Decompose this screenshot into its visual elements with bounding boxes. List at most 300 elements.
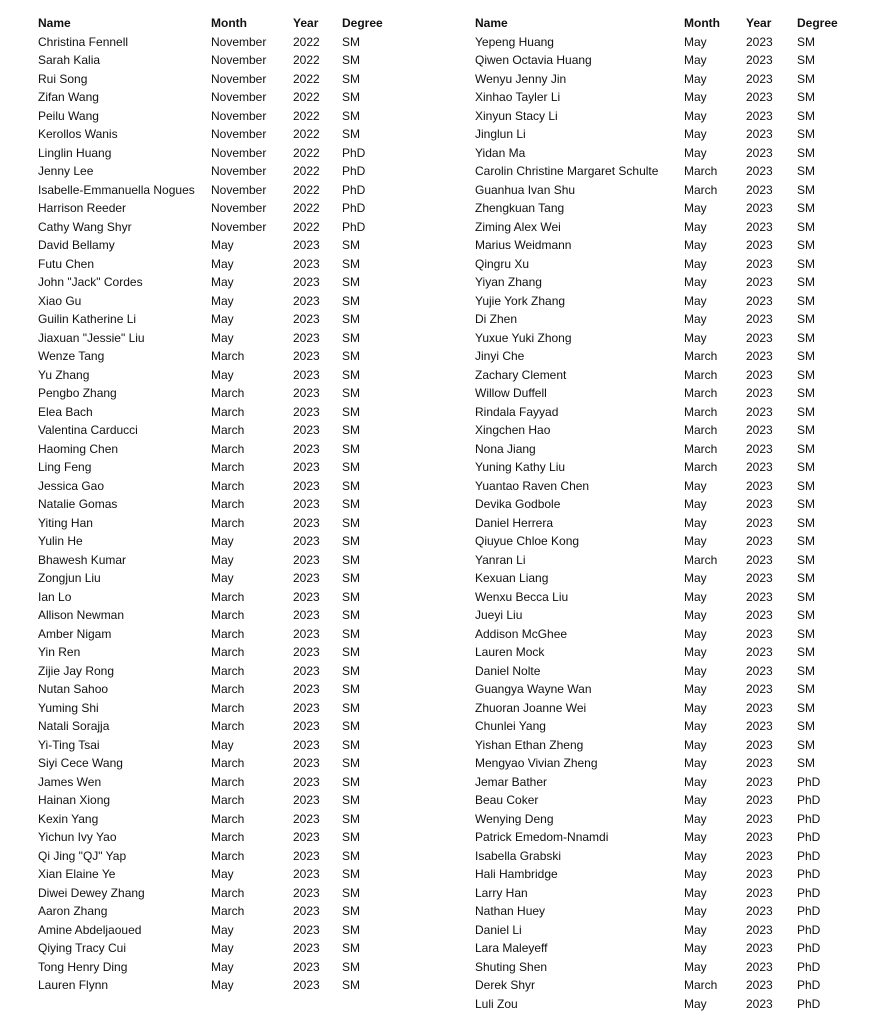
year-cell: 2023 xyxy=(746,71,773,86)
month-cell: May xyxy=(211,552,234,567)
degree-cell: SM xyxy=(797,90,815,104)
name-cell: Zifan Wang xyxy=(38,90,99,104)
degree-cell: SM xyxy=(797,608,815,622)
name-cell: Qiwen Octavia Huang xyxy=(475,53,592,67)
name-cell: Yulin He xyxy=(38,534,83,548)
degree-cell: SM xyxy=(342,275,360,289)
month-cell: March xyxy=(211,645,245,659)
year-cell: 2022 xyxy=(293,127,320,141)
degree-cell: SM xyxy=(797,182,815,197)
year-cell: 2023 xyxy=(293,423,320,437)
degree-cell: SM xyxy=(797,719,815,733)
month-cell: May xyxy=(684,571,707,585)
month-cell: May xyxy=(211,959,234,974)
month-cell: May xyxy=(684,90,707,104)
name-cell: Jinyi Che xyxy=(475,349,525,363)
name-cell: Carolin Christine Margaret Schulte xyxy=(475,164,659,178)
name-cell: Diwei Dewey Zhang xyxy=(38,885,145,900)
name-cell: Cathy Wang Shyr xyxy=(38,219,132,234)
name-cell: Larry Han xyxy=(475,885,528,900)
year-cell: 2023 xyxy=(293,497,320,511)
name-cell: Guanhua Ivan Shu xyxy=(475,182,576,197)
degree-cell: PhD xyxy=(342,219,366,234)
degree-cell: SM xyxy=(342,774,360,789)
year-cell: 2023 xyxy=(293,608,320,622)
year-cell: 2023 xyxy=(746,756,773,770)
degree-cell: SM xyxy=(342,515,360,530)
year-cell: 2023 xyxy=(746,663,773,678)
degree-cell: SM xyxy=(342,645,360,659)
degree-cell: PhD xyxy=(797,904,821,918)
name-cell: Zhengkuan Tang xyxy=(475,201,565,215)
month-cell: March xyxy=(211,460,245,474)
column-header-month: Month xyxy=(211,16,247,30)
year-cell: 2023 xyxy=(746,515,773,530)
year-cell: 2023 xyxy=(293,904,320,918)
month-cell: March xyxy=(211,515,245,530)
name-cell: Pengbo Zhang xyxy=(38,386,117,400)
name-cell: Zongjun Liu xyxy=(38,571,101,585)
degree-cell: SM xyxy=(797,386,815,400)
month-cell: May xyxy=(684,71,707,86)
name-cell: Shuting Shen xyxy=(475,959,548,974)
year-cell: 2023 xyxy=(293,700,320,715)
month-cell: May xyxy=(684,626,707,641)
name-cell: Yanran Li xyxy=(475,552,526,567)
degree-cell: SM xyxy=(342,497,360,511)
degree-cell: SM xyxy=(797,441,815,456)
year-cell: 2023 xyxy=(746,497,773,511)
month-cell: March xyxy=(211,589,245,604)
degree-cell: SM xyxy=(797,293,815,308)
degree-cell: SM xyxy=(342,349,360,363)
year-cell: 2023 xyxy=(293,256,320,271)
month-cell: May xyxy=(684,885,707,900)
year-cell: 2023 xyxy=(746,774,773,789)
name-cell: Zijie Jay Rong xyxy=(38,663,115,678)
name-cell: Jemar Bather xyxy=(475,774,548,789)
month-cell: May xyxy=(684,34,707,49)
month-cell: May xyxy=(684,959,707,974)
year-cell: 2023 xyxy=(746,978,773,992)
name-cell: Marius Weidmann xyxy=(475,238,572,252)
year-cell: 2023 xyxy=(746,238,773,252)
degree-cell: PhD xyxy=(342,201,366,215)
year-cell: 2023 xyxy=(293,515,320,530)
degree-cell: SM xyxy=(797,367,815,382)
degree-cell: SM xyxy=(342,71,360,86)
year-cell: 2023 xyxy=(293,719,320,733)
month-cell: May xyxy=(684,996,707,1011)
degree-cell: SM xyxy=(342,386,360,400)
year-cell: 2023 xyxy=(293,756,320,770)
degree-cell: PhD xyxy=(797,774,821,789)
name-cell: Yepeng Huang xyxy=(475,34,554,49)
degree-cell: PhD xyxy=(342,182,366,197)
degree-cell: SM xyxy=(342,737,360,752)
name-cell: Guangya Wayne Wan xyxy=(475,682,592,696)
year-cell: 2023 xyxy=(746,312,773,326)
month-cell: March xyxy=(211,608,245,622)
year-cell: 2023 xyxy=(293,811,320,826)
year-cell: 2023 xyxy=(746,90,773,104)
year-cell: 2023 xyxy=(746,848,773,863)
month-cell: March xyxy=(684,423,718,437)
month-cell: May xyxy=(684,941,707,955)
year-cell: 2023 xyxy=(293,238,320,252)
name-cell: Rindala Fayyad xyxy=(475,404,559,419)
year-cell: 2023 xyxy=(293,460,320,474)
year-cell: 2023 xyxy=(746,441,773,456)
month-cell: March xyxy=(211,626,245,641)
month-cell: May xyxy=(684,238,707,252)
year-cell: 2023 xyxy=(746,867,773,881)
name-cell: Yin Ren xyxy=(38,645,81,659)
degree-cell: SM xyxy=(342,460,360,474)
name-cell: Peilu Wang xyxy=(38,108,99,123)
year-cell: 2022 xyxy=(293,71,320,86)
degree-cell: SM xyxy=(797,626,815,641)
name-cell: Tong Henry Ding xyxy=(38,959,128,974)
name-cell: Jiaxuan "Jessie" Liu xyxy=(38,330,145,345)
year-cell: 2023 xyxy=(293,589,320,604)
year-cell: 2023 xyxy=(746,330,773,345)
month-cell: November xyxy=(211,219,267,234)
year-cell: 2023 xyxy=(746,53,773,67)
year-cell: 2022 xyxy=(293,90,320,104)
degree-cell: PhD xyxy=(797,811,821,826)
degree-cell: SM xyxy=(342,941,360,955)
year-cell: 2022 xyxy=(293,108,320,123)
month-cell: May xyxy=(684,682,707,696)
name-cell: Kexin Yang xyxy=(38,811,99,826)
year-cell: 2023 xyxy=(746,552,773,567)
name-cell: Christina Fennell xyxy=(38,34,129,49)
name-cell: Patrick Emedom-Nnamdi xyxy=(475,830,609,844)
month-cell: November xyxy=(211,145,267,160)
degree-cell: PhD xyxy=(342,164,366,178)
year-cell: 2023 xyxy=(293,275,320,289)
year-cell: 2023 xyxy=(746,589,773,604)
name-cell: Futu Chen xyxy=(38,256,95,271)
degree-cell: SM xyxy=(797,71,815,86)
name-cell: Yiting Han xyxy=(38,515,93,530)
degree-cell: SM xyxy=(797,497,815,511)
year-cell: 2023 xyxy=(746,256,773,271)
degree-cell: SM xyxy=(797,460,815,474)
year-cell: 2023 xyxy=(293,941,320,955)
year-cell: 2023 xyxy=(746,941,773,955)
name-cell: Nathan Huey xyxy=(475,904,546,918)
name-cell: Wenze Tang xyxy=(38,349,105,363)
degree-cell: SM xyxy=(342,423,360,437)
name-cell: Yuxue Yuki Zhong xyxy=(475,330,572,345)
name-cell: Wenyu Jenny Jin xyxy=(475,71,567,86)
month-cell: May xyxy=(211,941,234,955)
month-cell: March xyxy=(211,682,245,696)
name-cell: Nutan Sahoo xyxy=(38,682,109,696)
degree-cell: SM xyxy=(342,608,360,622)
month-cell: March xyxy=(211,811,245,826)
year-cell: 2023 xyxy=(746,737,773,752)
degree-cell: PhD xyxy=(797,867,821,881)
name-cell: Ling Feng xyxy=(38,460,92,474)
year-cell: 2023 xyxy=(746,830,773,844)
month-cell: May xyxy=(211,737,234,752)
month-cell: May xyxy=(684,867,707,881)
degree-cell: SM xyxy=(797,645,815,659)
month-cell: May xyxy=(211,238,234,252)
month-cell: March xyxy=(684,386,718,400)
name-cell: Qiying Tracy Cui xyxy=(38,941,127,955)
name-cell: Isabelle-Emmanuella Nogues xyxy=(38,182,195,197)
month-cell: March xyxy=(684,404,718,419)
degree-cell: SM xyxy=(342,90,360,104)
month-cell: November xyxy=(211,182,267,197)
month-cell: March xyxy=(211,423,245,437)
degree-cell: SM xyxy=(797,53,815,67)
year-cell: 2023 xyxy=(293,830,320,844)
degree-cell: SM xyxy=(797,552,815,567)
year-cell: 2023 xyxy=(293,867,320,881)
month-cell: May xyxy=(211,256,234,271)
name-cell: Guilin Katherine Li xyxy=(38,312,137,326)
year-cell: 2023 xyxy=(746,293,773,308)
degree-cell: SM xyxy=(797,478,815,493)
month-cell: March xyxy=(211,404,245,419)
year-cell: 2022 xyxy=(293,145,320,160)
degree-cell: SM xyxy=(342,367,360,382)
name-cell: Kerollos Wanis xyxy=(38,127,118,141)
name-cell: Zachary Clement xyxy=(475,367,567,382)
degree-cell: PhD xyxy=(797,978,821,992)
month-cell: March xyxy=(684,441,718,456)
month-cell: May xyxy=(684,608,707,622)
month-cell: May xyxy=(684,330,707,345)
month-cell: May xyxy=(684,774,707,789)
month-cell: May xyxy=(211,534,234,548)
year-cell: 2023 xyxy=(293,922,320,937)
month-cell: March xyxy=(211,756,245,770)
name-cell: Xinhao Tayler Li xyxy=(475,90,561,104)
month-cell: March xyxy=(211,885,245,900)
name-cell: David Bellamy xyxy=(38,238,115,252)
name-cell: Zhuoran Joanne Wei xyxy=(475,700,587,715)
degree-cell: SM xyxy=(797,682,815,696)
month-cell: May xyxy=(211,867,234,881)
name-cell: Bhawesh Kumar xyxy=(38,552,127,567)
year-cell: 2023 xyxy=(746,682,773,696)
name-cell: Hainan Xiong xyxy=(38,793,111,807)
name-cell: Derek Shyr xyxy=(475,978,536,992)
degree-cell: SM xyxy=(797,312,815,326)
month-cell: May xyxy=(211,978,234,992)
year-cell: 2023 xyxy=(293,349,320,363)
year-cell: 2022 xyxy=(293,164,320,178)
degree-cell: SM xyxy=(797,571,815,585)
name-cell: Rui Song xyxy=(38,71,88,86)
month-cell: May xyxy=(684,756,707,770)
month-cell: March xyxy=(684,978,718,992)
degree-cell: SM xyxy=(797,756,815,770)
year-cell: 2023 xyxy=(293,885,320,900)
year-cell: 2023 xyxy=(746,922,773,937)
column-header-degree: Degree xyxy=(797,16,838,30)
month-cell: May xyxy=(684,811,707,826)
month-cell: March xyxy=(211,441,245,456)
year-cell: 2023 xyxy=(746,608,773,622)
month-cell: May xyxy=(684,719,707,733)
year-cell: 2023 xyxy=(293,663,320,678)
month-cell: May xyxy=(211,293,234,308)
year-cell: 2023 xyxy=(293,367,320,382)
month-cell: May xyxy=(684,219,707,234)
year-cell: 2022 xyxy=(293,219,320,234)
name-cell: Harrison Reeder xyxy=(38,201,127,215)
degree-cell: SM xyxy=(797,737,815,752)
name-cell: Lauren Mock xyxy=(475,645,545,659)
year-cell: 2023 xyxy=(293,959,320,974)
degree-cell: SM xyxy=(342,53,360,67)
name-cell: Daniel Herrera xyxy=(475,515,554,530)
degree-cell: SM xyxy=(342,663,360,678)
month-cell: November xyxy=(211,71,267,86)
name-cell: Jueyi Liu xyxy=(475,608,523,622)
name-cell: Xiao Gu xyxy=(38,293,82,308)
month-cell: March xyxy=(211,848,245,863)
year-cell: 2023 xyxy=(293,478,320,493)
name-cell: Allison Newman xyxy=(38,608,125,622)
month-cell: March xyxy=(684,367,718,382)
name-cell: Wenying Deng xyxy=(475,811,554,826)
name-cell: Ziming Alex Wei xyxy=(475,219,561,234)
year-cell: 2023 xyxy=(293,645,320,659)
name-cell: Beau Coker xyxy=(475,793,539,807)
month-cell: March xyxy=(211,719,245,733)
month-cell: May xyxy=(684,108,707,123)
degree-cell: SM xyxy=(797,534,815,548)
name-cell: Haoming Chen xyxy=(38,441,119,456)
degree-cell: SM xyxy=(342,867,360,881)
month-cell: May xyxy=(684,700,707,715)
degree-cell: SM xyxy=(797,145,815,160)
year-cell: 2023 xyxy=(293,682,320,696)
name-cell: Yidan Ma xyxy=(475,145,526,160)
month-cell: May xyxy=(684,275,707,289)
name-cell: Yuming Shi xyxy=(38,700,99,715)
degree-cell: SM xyxy=(342,441,360,456)
name-cell: Yichun Ivy Yao xyxy=(38,830,117,844)
year-cell: 2023 xyxy=(746,811,773,826)
year-cell: 2023 xyxy=(293,312,320,326)
month-cell: March xyxy=(684,460,718,474)
degree-cell: SM xyxy=(797,589,815,604)
month-cell: May xyxy=(684,793,707,807)
month-cell: May xyxy=(684,478,707,493)
month-cell: May xyxy=(211,922,234,937)
month-cell: May xyxy=(211,275,234,289)
month-cell: November xyxy=(211,53,267,67)
name-cell: Jinglun Li xyxy=(475,127,526,141)
name-cell: Siyi Cece Wang xyxy=(38,756,123,770)
name-cell: Valentina Carducci xyxy=(38,423,138,437)
month-cell: March xyxy=(211,830,245,844)
name-cell: John "Jack" Cordes xyxy=(38,275,143,289)
year-cell: 2023 xyxy=(746,164,773,178)
name-cell: Elea Bach xyxy=(38,404,93,419)
year-cell: 2022 xyxy=(293,34,320,49)
name-cell: Yi-Ting Tsai xyxy=(38,737,100,752)
year-cell: 2023 xyxy=(293,293,320,308)
year-cell: 2023 xyxy=(746,645,773,659)
year-cell: 2023 xyxy=(746,145,773,160)
month-cell: May xyxy=(684,663,707,678)
year-cell: 2023 xyxy=(746,885,773,900)
year-cell: 2023 xyxy=(293,848,320,863)
name-cell: Xian Elaine Ye xyxy=(38,867,116,881)
degree-cell: SM xyxy=(342,108,360,123)
degree-cell: SM xyxy=(342,700,360,715)
year-cell: 2023 xyxy=(293,737,320,752)
month-cell: March xyxy=(211,793,245,807)
degree-cell: SM xyxy=(797,515,815,530)
degree-cell: SM xyxy=(342,404,360,419)
name-cell: Qi Jing "QJ" Yap xyxy=(38,848,127,863)
degree-cell: PhD xyxy=(797,830,821,844)
degree-cell: SM xyxy=(342,922,360,937)
name-cell: Luli Zou xyxy=(475,996,518,1011)
name-cell: Isabella Grabski xyxy=(475,848,562,863)
name-cell: Lara Maleyeff xyxy=(475,941,548,955)
degree-cell: PhD xyxy=(797,922,821,937)
year-cell: 2023 xyxy=(746,626,773,641)
name-cell: Ian Lo xyxy=(38,589,72,604)
year-cell: 2023 xyxy=(746,182,773,197)
column-header-name: Name xyxy=(475,16,508,30)
month-cell: May xyxy=(684,256,707,271)
degree-cell: SM xyxy=(342,330,360,345)
degree-cell: SM xyxy=(797,275,815,289)
degree-cell: PhD xyxy=(342,145,366,160)
degree-cell: SM xyxy=(797,423,815,437)
name-cell: Daniel Nolte xyxy=(475,663,541,678)
degree-cell: PhD xyxy=(797,885,821,900)
year-cell: 2023 xyxy=(746,959,773,974)
month-cell: May xyxy=(684,312,707,326)
month-cell: May xyxy=(684,848,707,863)
name-cell: Yuantao Raven Chen xyxy=(475,478,590,493)
year-cell: 2023 xyxy=(746,108,773,123)
name-cell: Xinyun Stacy Li xyxy=(475,108,558,123)
year-cell: 2023 xyxy=(746,219,773,234)
year-cell: 2023 xyxy=(746,478,773,493)
degree-cell: SM xyxy=(342,793,360,807)
month-cell: March xyxy=(684,349,718,363)
name-cell: Xingchen Hao xyxy=(475,423,551,437)
year-cell: 2022 xyxy=(293,53,320,67)
year-cell: 2023 xyxy=(293,552,320,567)
degree-cell: SM xyxy=(342,682,360,696)
year-cell: 2023 xyxy=(746,404,773,419)
month-cell: March xyxy=(684,182,718,197)
name-cell: James Wen xyxy=(38,774,102,789)
degree-cell: SM xyxy=(342,885,360,900)
name-cell: Yishan Ethan Zheng xyxy=(475,737,584,752)
year-cell: 2023 xyxy=(293,774,320,789)
degree-cell: SM xyxy=(797,127,815,141)
degree-cell: SM xyxy=(797,219,815,234)
name-cell: Linglin Huang xyxy=(38,145,112,160)
